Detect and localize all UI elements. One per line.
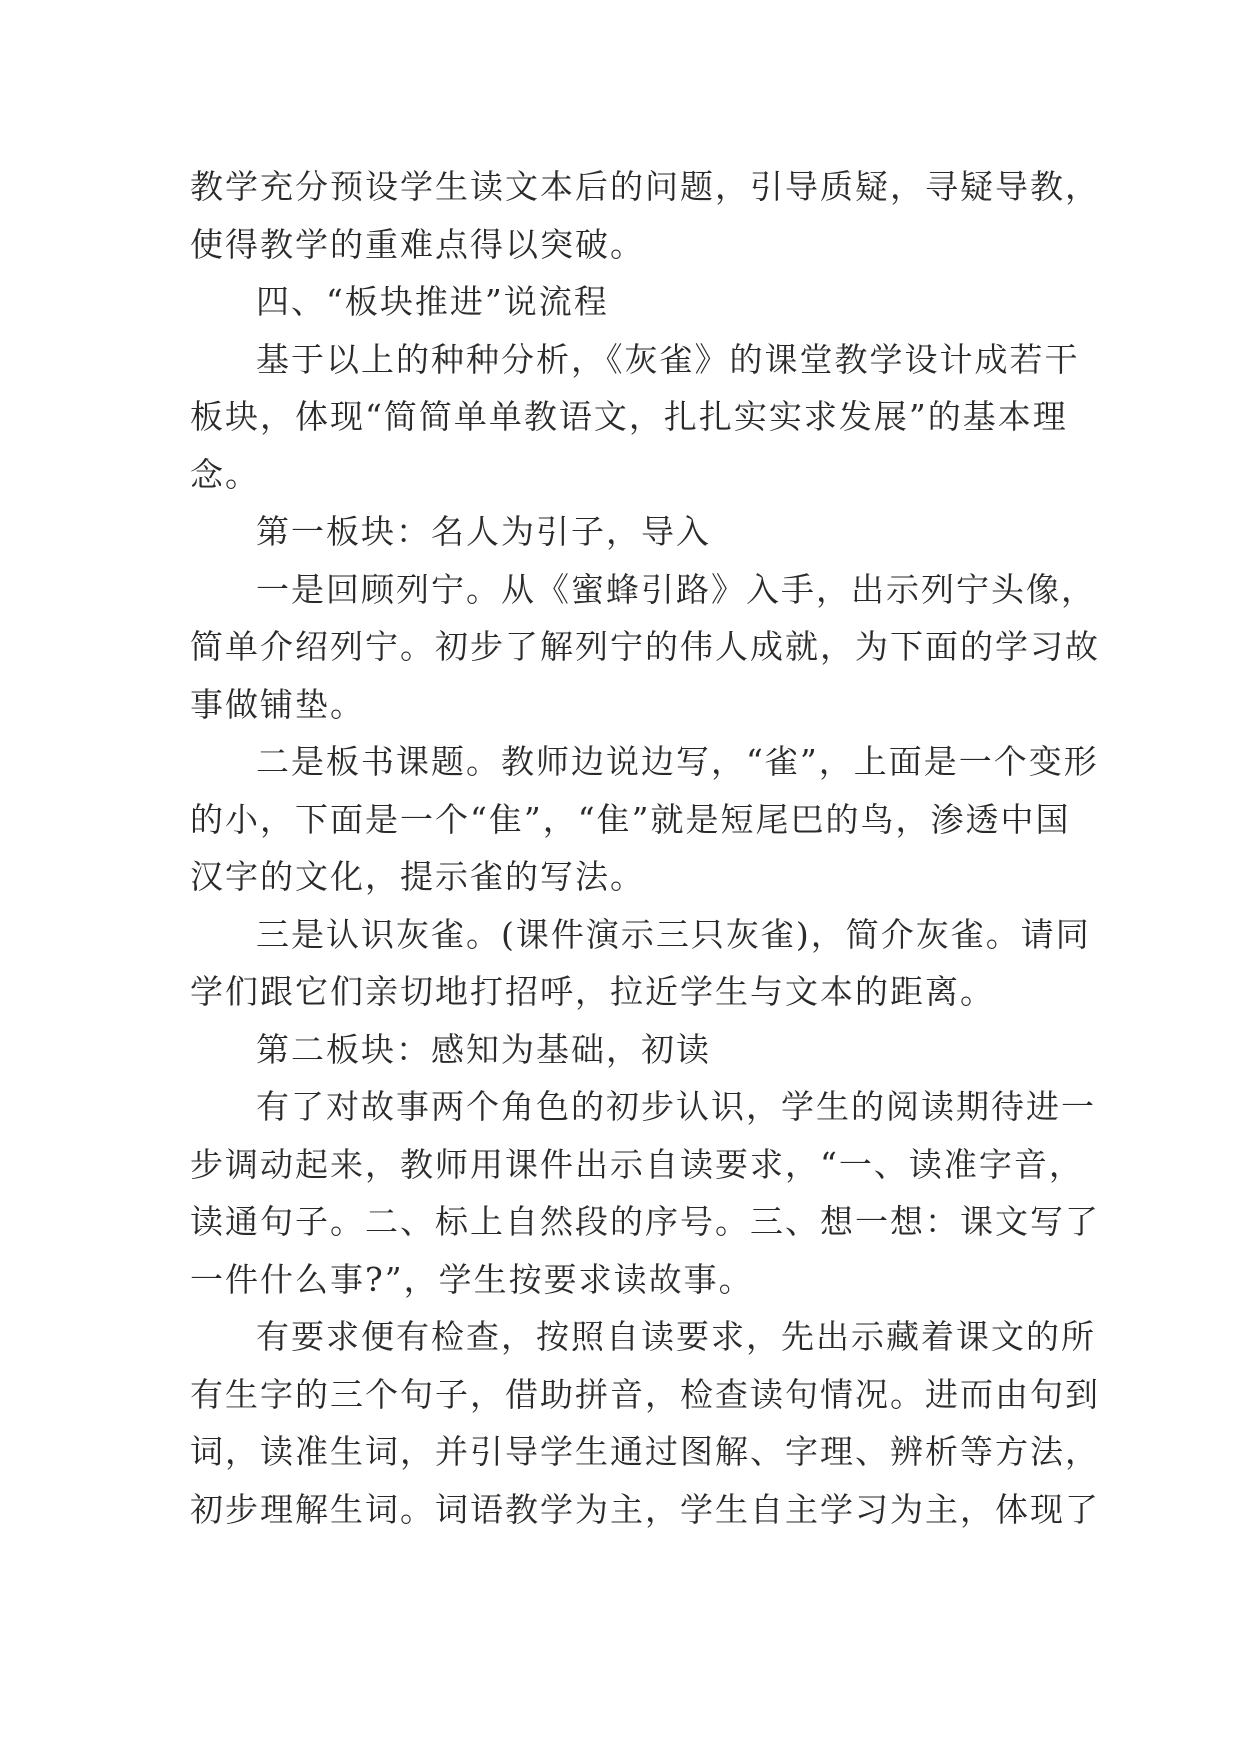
text-line: 一是回顾列宁。从《蜜蜂引路》入手，出示列宁头像， — [256, 569, 1096, 609]
text-line: 四、“板块推进”说流程 — [256, 282, 609, 321]
text-line: 有要求便有检查，按照自读要求，先出示藏着课文的所 — [256, 1317, 1096, 1356]
paragraph — [190, 1078, 1100, 1308]
document-body — [190, 158, 1100, 1538]
text-line: 步调动起来，教师用课件出示自读要求，“一、读准字音， — [190, 1144, 1084, 1184]
text-line: 二是板书课题。教师边说边写，“雀”，上面是一个变形 — [256, 742, 1099, 781]
paragraph — [190, 906, 1091, 1021]
paragraph — [190, 331, 1080, 504]
text-line: 三是认识灰雀。(课件演示三只灰雀)，简介灰雀。请同 — [256, 914, 1091, 954]
text-line: 有了对故事两个角色的初步认识，学生的阅读期待进一 — [256, 1087, 1096, 1126]
paragraph — [190, 733, 1099, 906]
text-line: 学们跟它们亲切地打招呼，拉近学生与文本的距离。 — [190, 972, 995, 1011]
text-line: 读通句子。二、标上自然段的序号。三、想一想：课文写了 — [190, 1202, 1100, 1241]
text-line: 一件什么事?”，学生按要求读故事。 — [190, 1259, 754, 1299]
text-line: 教学充分预设学生读文本后的问题，引导质疑，寻疑导教， — [190, 167, 1100, 206]
text-line: 板块，体现“简简单单教语文，扎扎实实求发展”的基本理 — [190, 397, 1068, 436]
paragraph — [190, 561, 1100, 734]
paragraph — [190, 1308, 1100, 1538]
paragraph — [190, 273, 1060, 331]
text-line: 的小，下面是一个“隹”，“隹”就是短尾巴的鸟，渗透中国 — [190, 799, 1071, 839]
text-line: 有生字的三个句子，借助拼音，检查读句情况。进而由句到 — [190, 1374, 1100, 1414]
text-line: 第一板块：名人为引子，导入 — [256, 512, 711, 551]
text-line: 简单介绍列宁。初步了解列宁的伟人成就，为下面的学习故 — [190, 627, 1100, 666]
paragraph — [190, 503, 1060, 561]
text-line: 词，读准生词，并引导学生通过图解、字理、辨析等方法， — [190, 1432, 1100, 1471]
paragraph — [190, 1021, 1060, 1079]
text-line: 事做铺垫。 — [190, 684, 365, 724]
text-line: 念。 — [190, 454, 260, 494]
paragraph — [190, 158, 1100, 273]
text-line: 汉字的文化，提示雀的写法。 — [190, 857, 645, 896]
text-line: 第二板块：感知为基础，初读 — [256, 1029, 711, 1069]
text-line: 基于以上的种种分析，《灰雀》的课堂教学设计成若干 — [256, 339, 1080, 379]
text-line: 使得教学的重难点得以突破。 — [190, 224, 645, 264]
text-line: 初步理解生词。词语教学为主，学生自主学习为主，体现了 — [190, 1489, 1100, 1529]
